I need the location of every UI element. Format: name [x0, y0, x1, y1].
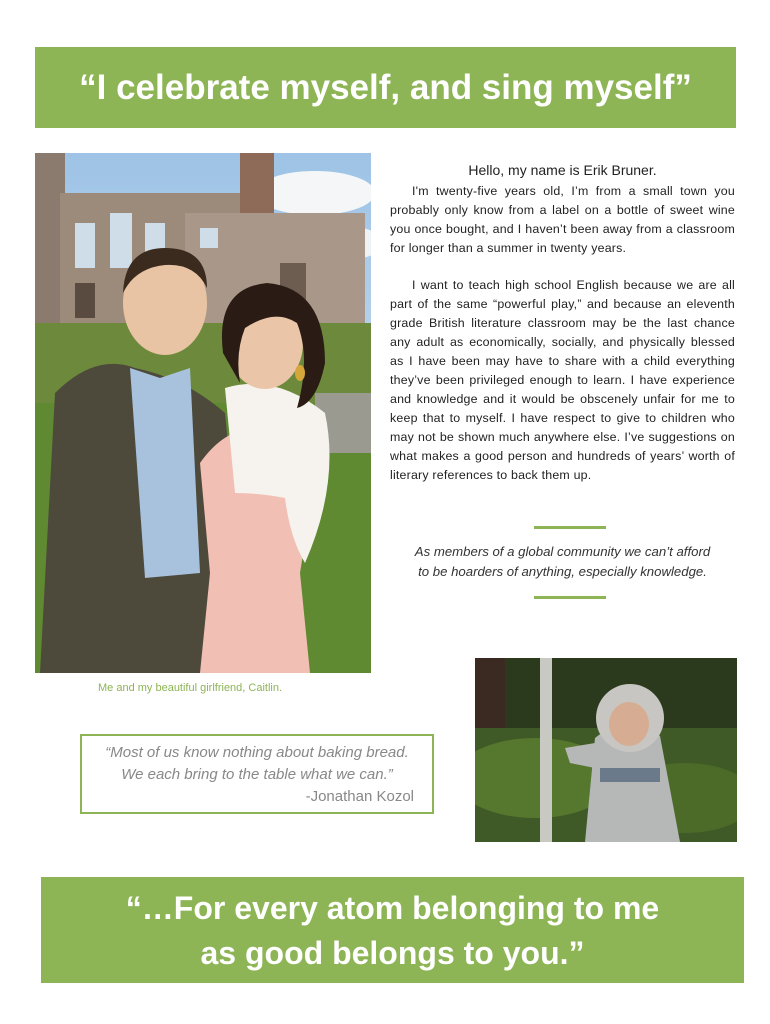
couple-photo: [35, 153, 371, 673]
greeting: Hello, my name is Erik Bruner.: [468, 162, 657, 178]
header-banner: [35, 47, 736, 128]
intro-paragraph-2: I want to teach high school English because we are all part of the same “powerful play,” and because an eleventh grade British literature classroom may be the last chance any adult as economically, socially, and physically blessed as I have been may have to share with a child everything they’ve been privileged enough to learn. I have experience and knowledge and it would be obscenely unfair for me to keep that to myself. I have respect to give to children who may not be shown much anywhere else. I’ve suggestions on what makes a good person and hundreds of years’ worth of literary references to back them up.: [390, 278, 735, 482]
intro-paragraph-1: I'm twenty-five years old, I’m from a small town you probably only know from a label on a bottle of sweet wine you once bought, and I haven’t been away from a classroom for longer than a summer in twenty years.: [390, 184, 735, 255]
kozol-quote-box: [80, 734, 434, 814]
footer-banner: [41, 877, 744, 983]
footer-quote-line-1: “…For every atom belonging to me: [125, 890, 660, 926]
photo-caption: Me and my beautiful girlfriend, Caitlin.: [98, 682, 283, 694]
divider-top: [534, 526, 606, 529]
quote-line-1: “Most of us know nothing about baking bread.: [105, 744, 409, 761]
intro-text: [390, 161, 735, 485]
quote-author: -Jonathan Kozol: [305, 788, 414, 805]
pull-quote: [390, 542, 735, 582]
pull-quote-line-2: to be hoarders of anything, especially knowledge.: [418, 564, 707, 579]
child-photo: [475, 658, 737, 842]
header-quote: “I celebrate myself, and sing myself”: [79, 68, 692, 107]
footer-quote-line-2: as good belongs to you.”: [200, 935, 585, 971]
pull-quote-line-1: As members of a global community we can’t afford: [414, 544, 711, 559]
quote-line-2: We each bring to the table what we can.”: [121, 766, 393, 783]
divider-bottom: [534, 596, 606, 599]
